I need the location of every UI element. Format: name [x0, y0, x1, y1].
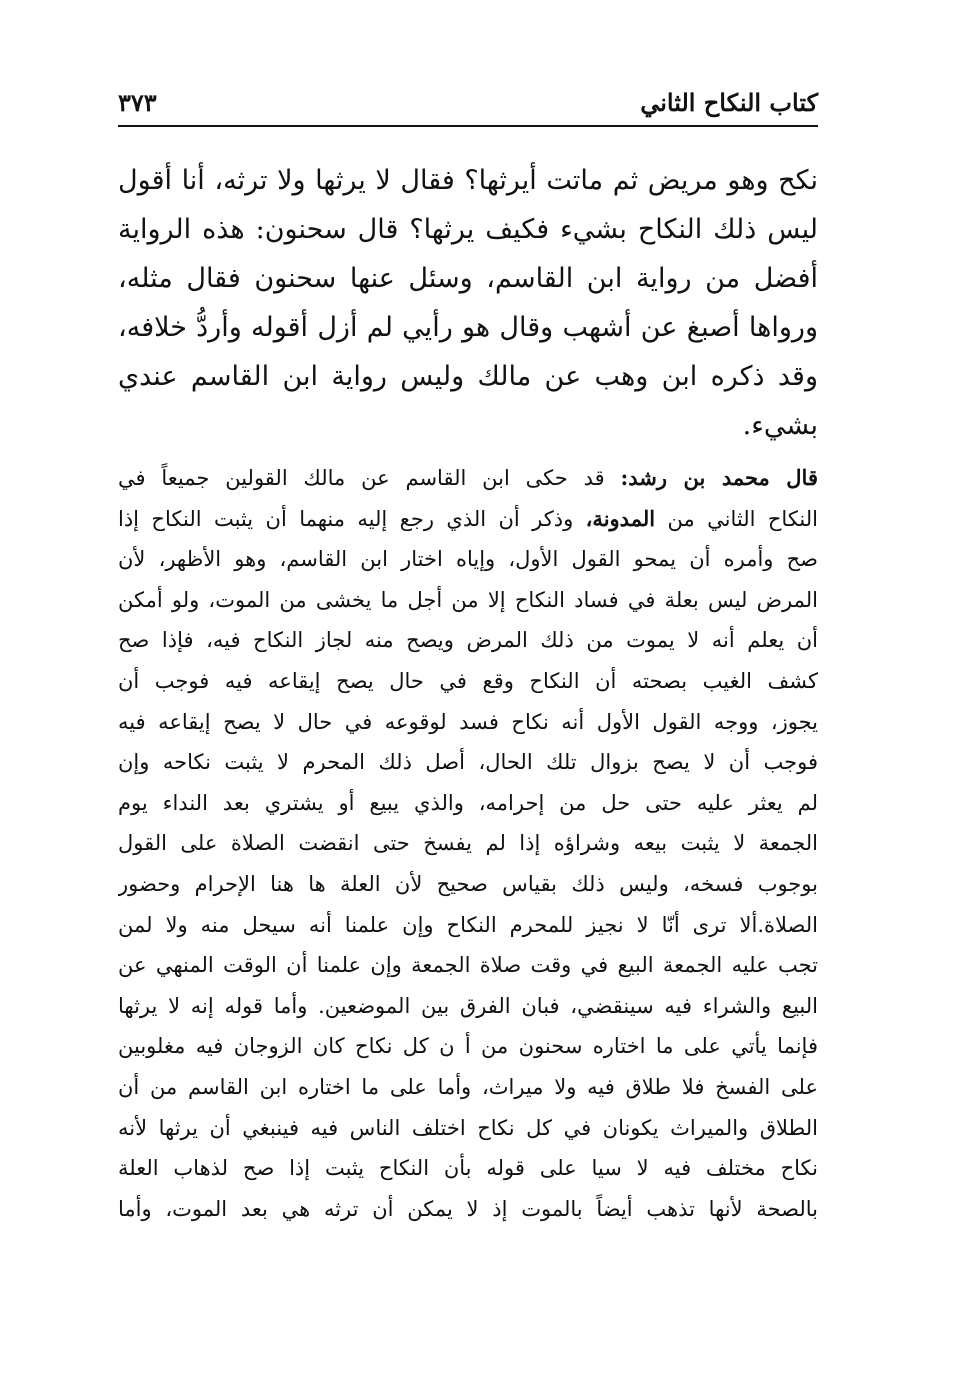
- commentary-line: لم يعثر عليه حتى حل من إحرامه، والذي يبيع أو يشتري بعد النداء يوم: [118, 790, 818, 815]
- commentary-line: [118, 499, 818, 540]
- intro-line: ورواها أصبغ عن أشهب وقال هو رأيي لم أزل أقوله وأردُّ خلافه،: [118, 312, 818, 343]
- header-rule: [118, 125, 818, 127]
- commentary-line: المرض ليس بعلة في فساد النكاح إلا من أجل ما يخشى من الموت، ولو أمكن: [118, 587, 818, 612]
- running-header: [118, 84, 818, 124]
- intro-line: أفضل من رواية ابن القاسم، وسئل عنها سحنون فقال مثله،: [118, 263, 818, 294]
- book-title: كتاب النكاح الثاني: [640, 88, 818, 117]
- commentary-text: قد حكى ابن القاسم عن مالك القولين جميعاً في: [118, 466, 621, 490]
- commentary-line: كشف الغيب بصحته أن النكاح وقع في حال يصح إيقاعه فيه فوجب أن: [118, 668, 818, 693]
- commentary-line: [118, 458, 818, 499]
- intro-line: بشيء.: [742, 410, 818, 441]
- commentary-line: تجب عليه الجمعة البيع في وقت صلاة الجمعة وإن علمنا أن الوقت المنهي عن: [118, 953, 818, 978]
- commentary-line: فوجب أن لا يصح بزوال تلك الحال، أصل ذلك المحرم لا يثبت نكاحه وإن: [118, 750, 818, 775]
- commentary-line: على الفسخ فلا طلاق فيه ولا ميراث، وأما على ما اختاره ابن القاسم من أن: [118, 1074, 818, 1099]
- intro-line: نكح وهو مريض ثم ماتت أيرثها؟ فقال لا يرثها ولا ترثه، أنا أقول: [118, 165, 818, 196]
- commentary-line: أن يعلم أنه لا يموت من ذلك المرض ويصح منه لجاز النكاح فيه، فإذا صح: [118, 628, 818, 653]
- commentary-line: صح وأمره أن يمحو القول الأول، وإياه اختار ابن القاسم، وهو الأظهر، لأن: [118, 547, 818, 572]
- intro-passage: [118, 156, 818, 450]
- commentary-text: النكاح الثاني من: [655, 506, 818, 531]
- commentary-line: نكاح مختلف فيه لا سيا على قوله بأن النكاح يثبت إذا صح لذهاب العلة: [118, 1156, 818, 1181]
- commentary-line: بالصحة لأنها تذهب أيضاً بالموت إذ لا يمكن أن ترثه هي بعد الموت، وأما: [118, 1196, 818, 1221]
- intro-line: ليس ذلك النكاح بشيء فكيف يرثها؟ قال سحنون: هذه الرواية: [118, 214, 818, 245]
- speaker-label: قال محمد بن رشد:: [620, 465, 818, 490]
- commentary-line: الصلاة.ألا ترى أنّا لا نجيز للمحرم النكاح وإن علمنا أنه سيحل منه ولا لمن: [118, 912, 818, 937]
- commentary-line: البيع والشراء فيه سينقضي، فبان الفرق بين الموضعين. وأما قوله إنه لا يرثها: [118, 993, 818, 1018]
- commentary-passage: [118, 458, 818, 1229]
- commentary-line: فإنما يأتي على ما اختاره سحنون من أ ن كل نكاح كان الزوجان فيه مغلوبين: [118, 1034, 818, 1059]
- commentary-text: وذكر أن الذي رجع إليه منهما أن يثبت النكاح إذا: [118, 506, 586, 531]
- commentary-line: الجمعة لا يثبت بيعه وشراؤه إذا لم يفسخ حتى انقضت الصلاة على القول: [118, 831, 818, 856]
- book-reference: المدونة،: [585, 505, 656, 531]
- commentary-line: يجوز، ووجه القول الأول أنه نكاح فسد لوقوعه في حال لا يصح إيقاعه فيه: [118, 709, 818, 734]
- commentary-line: الطلاق والميراث يكونان في كل نكاح اختلف الناس فيه فينبغي أن يرثها لأنه: [118, 1115, 818, 1140]
- commentary-line: بوجوب فسخه، وليس ذلك بقياس صحيح لأن العلة ها هنا الإحرام وحضور: [118, 871, 818, 896]
- intro-line: وقد ذكره ابن وهب عن مالك وليس رواية ابن القاسم عندي: [118, 361, 818, 392]
- page-number: ٣٧٣: [118, 88, 157, 117]
